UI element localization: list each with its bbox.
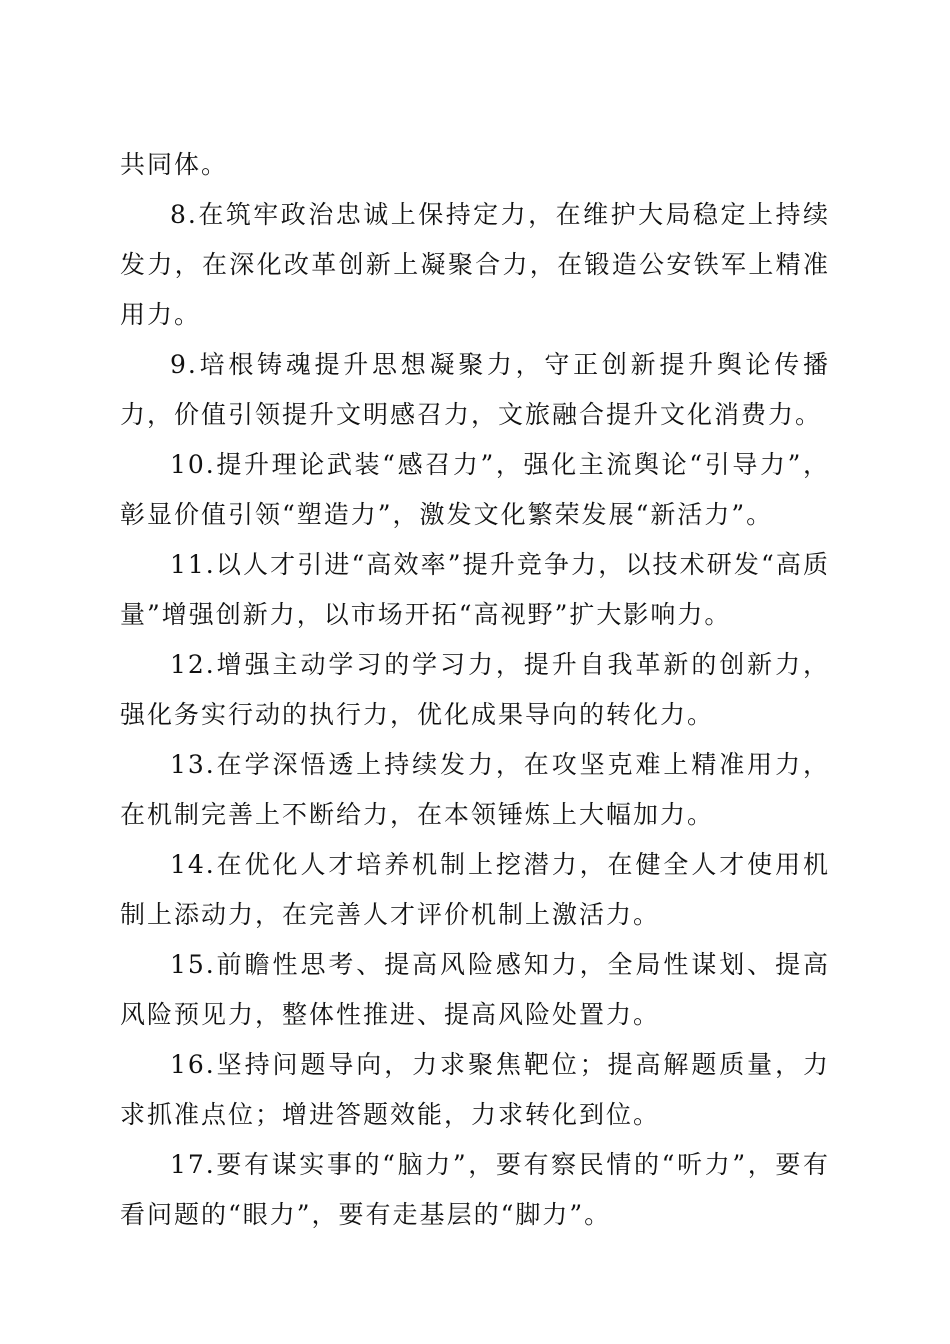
paragraph-item-10: 10.提升理论武装“感召力”，强化主流舆论“引导力”，彰显价值引领“塑造力”，激发文化繁荣发展“新活力”。 <box>120 450 830 529</box>
paragraph-item-13: 13.在学深悟透上持续发力，在攻坚克难上精准用力，在机制完善上不断给力，在本领锤炼上大幅加力。 <box>120 750 830 829</box>
paragraph-item-9: 9.培根铸魂提升思想凝聚力，守正创新提升舆论传播力，价值引领提升文明感召力，文旅融合提升文化消费力。 <box>120 350 830 429</box>
paragraph-item-16: 16.坚持问题导向，力求聚焦靶位；提高解题质量，力求抓准点位；增进答题效能，力求转化到位。 <box>120 1050 830 1129</box>
paragraph-continuation: 共同体。 <box>120 150 229 179</box>
paragraph-item-11: 11.以人才引进“高效率”提升竞争力，以技术研发“高质量”增强创新力，以市场开拓“高视野”扩大影响力。 <box>120 550 830 629</box>
paragraph-item-17: 17.要有谋实事的“脑力”，要有察民情的“听力”，要有看问题的“眼力”，要有走基层的“脚力”。 <box>120 1150 830 1229</box>
paragraph-item-15: 15.前瞻性思考、提高风险感知力，全局性谋划、提高风险预见力，整体性推进、提高风险处置力。 <box>120 950 830 1029</box>
document-body <box>120 140 830 1240</box>
paragraph-item-12: 12.增强主动学习的学习力，提升自我革新的创新力，强化务实行动的执行力，优化成果导向的转化力。 <box>120 650 830 729</box>
paragraph-item-8: 8.在筑牢政治忠诚上保持定力，在维护大局稳定上持续发力，在深化改革创新上凝聚合力，在锻造公安铁军上精准用力。 <box>120 200 830 329</box>
paragraph-item-14: 14.在优化人才培养机制上挖潜力，在健全人才使用机制上添动力，在完善人才评价机制上激活力。 <box>120 850 830 929</box>
